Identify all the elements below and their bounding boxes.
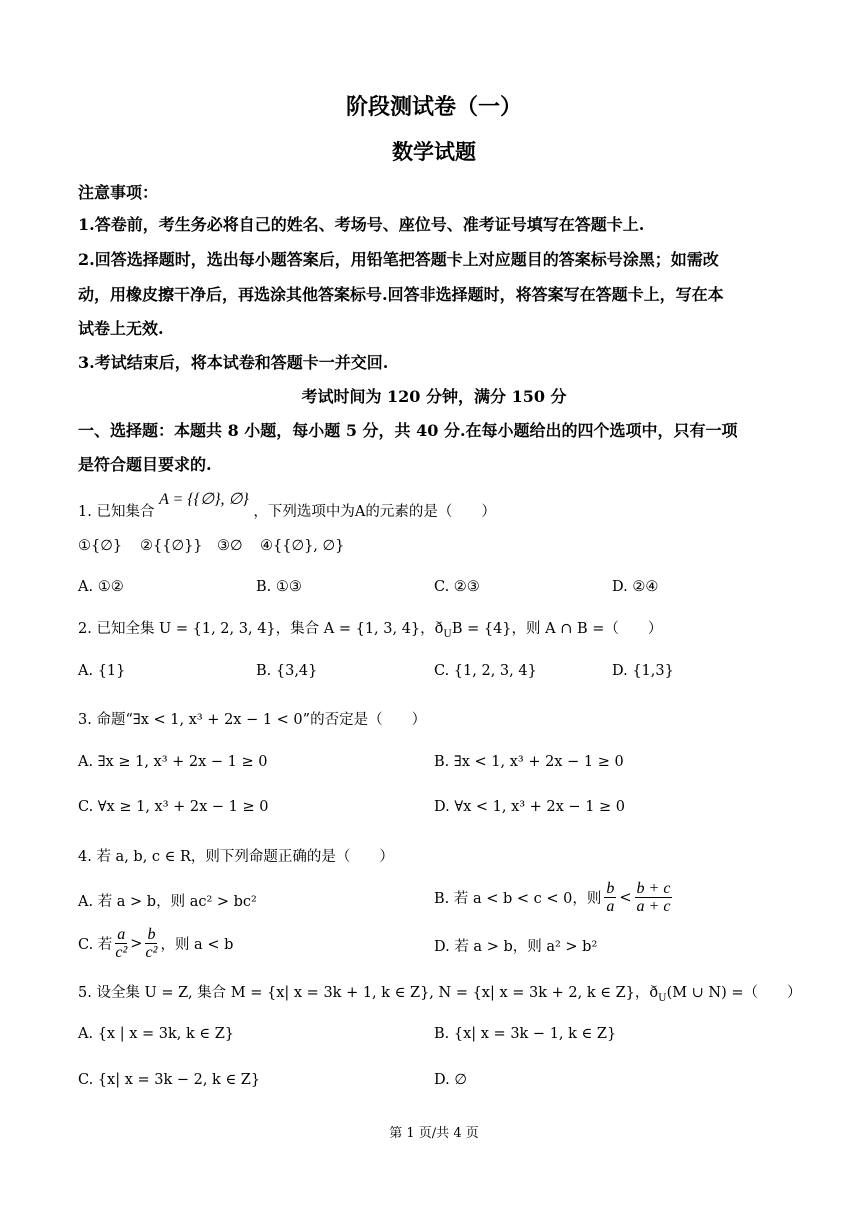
question-4-option-b-prefix: B. 若 a < b < c < 0，则 — [434, 891, 602, 907]
question-3-option-b: B. ∃x < 1, x³ + 2x − 1 ≥ 0 — [434, 754, 624, 770]
question-1-item-2: ②{{∅}} — [140, 538, 203, 554]
question-1-prefix: 1. 已知集合 — [78, 504, 155, 520]
notice-item-2-line-3: 试卷上无效. — [78, 319, 164, 338]
question-1 — [78, 491, 496, 521]
question-2-text-2: B = {4}，则 A ∩ B =（ ） — [451, 621, 663, 637]
question-1-set: A = {{∅}, ∅} — [159, 491, 249, 508]
question-1-option-c: C. ②③ — [434, 579, 480, 595]
question-5-option-b: B. {x| x = 3k − 1, k ∈ Z} — [434, 1026, 617, 1042]
question-4-option-c-prefix: C. 若 — [78, 937, 113, 953]
notice-item-1: 1.答卷前，考生务必将自己的姓名、考场号、座位号、准考证号填写在答题卡上. — [78, 215, 645, 234]
page-subtitle: 数学试题 — [392, 139, 476, 164]
question-4-option-b — [434, 880, 675, 915]
question-4: 4. 若 a, b, c ∈ R，则下列命题正确的是（ ） — [78, 849, 394, 865]
question-4-option-c-suffix: ，则 a < b — [160, 937, 234, 953]
question-4-option-a: A. 若 a > b，则 ac² > bc² — [78, 894, 257, 910]
fraction-numerator: b — [606, 880, 615, 897]
question-1-option-a: A. ①② — [78, 579, 124, 595]
question-1-option-b: B. ①③ — [256, 579, 302, 595]
section-1-line-1: 一、选择题：本题共 8 小题，每小题 5 分，共 40 分.在每小题给出的四个选项中，只有一项 — [78, 421, 738, 440]
question-5 — [78, 981, 802, 1004]
question-2-text: 2. 已知全集 U = {1, 2, 3, 4}，集合 A = {1, 3, 4}，ð — [78, 621, 444, 637]
question-5-text-2: (M ∪ N) =（ ） — [666, 985, 802, 1001]
question-5-option-a: A. {x | x = 3k, k ∈ Z} — [78, 1026, 235, 1042]
fraction-numerator: a — [117, 926, 126, 943]
question-2-option-d: D. {1,3} — [612, 663, 674, 679]
section-1-line-2: 是符合题目要求的. — [78, 455, 212, 474]
question-4-option-c-fraction-2 — [145, 926, 157, 961]
question-2-option-c: C. {1, 2, 3, 4} — [434, 663, 537, 679]
notice-item-2-line-2: 动，用橡皮擦干净后，再选涂其他答案标号.回答非选择题时，将答案写在答题卡上，写在本 — [78, 285, 724, 304]
question-4-option-b-fraction-2 — [635, 880, 673, 915]
question-4-option-b-lt: < — [619, 889, 632, 906]
question-2-option-a: A. {1} — [78, 663, 126, 679]
fraction-denominator: c² — [145, 944, 158, 961]
question-5-text: 5. 设全集 U = Z, 集合 M = {x| x = 3k + 1, k ∈ Z}, N = {x| x = 3k + 2, k ∈ Z}，ð — [78, 985, 659, 1001]
question-1-item-1: ①{∅} — [78, 538, 123, 554]
question-5-sub: U — [658, 992, 667, 1004]
notice-item-3: 3.考试结束后，将本试卷和答题卡一并交回. — [78, 353, 389, 372]
question-3-option-a: A. ∃x ≥ 1, x³ + 2x − 1 ≥ 0 — [78, 754, 268, 770]
question-3-option-d: D. ∀x < 1, x³ + 2x − 1 ≥ 0 — [434, 799, 626, 815]
notice-item-2-line-1: 2.回答选择题时，选出每小题答案后，用铅笔把答题卡上对应题目的答案标号涂黑；如需改 — [78, 250, 719, 269]
question-2-option-b: B. {3,4} — [256, 663, 318, 679]
question-4-option-c-fraction-1 — [115, 926, 127, 961]
question-4-option-d: D. 若 a > b，则 a² > b² — [434, 939, 598, 955]
question-3-option-c: C. ∀x ≥ 1, x³ + 2x − 1 ≥ 0 — [78, 799, 269, 815]
question-1-item-3: ③∅ — [217, 538, 243, 554]
page-footer: 第 1 页/共 4 页 — [389, 1126, 479, 1141]
fraction-numerator: b + c — [636, 880, 671, 897]
question-4-option-c — [78, 926, 233, 961]
question-5-option-d: D. ∅ — [434, 1072, 467, 1088]
question-2-sub: U — [443, 628, 452, 640]
fraction-denominator: c² — [115, 944, 128, 961]
question-4-option-c-gt: > — [130, 935, 143, 952]
question-3: 3. 命题“∃x < 1, x³ + 2x − 1 < 0”的否定是（ ） — [78, 712, 427, 728]
question-1-item-4: ④{{∅}, ∅} — [260, 538, 345, 554]
fraction-denominator: a + c — [636, 898, 671, 915]
notice-heading: 注意事项： — [78, 183, 159, 202]
exam-info: 考试时间为 120 分钟，满分 150 分 — [301, 387, 567, 406]
question-5-option-c: C. {x| x = 3k − 2, k ∈ Z} — [78, 1072, 261, 1088]
fraction-numerator: b — [147, 926, 156, 943]
question-1-suffix: ，下列选项中为A的元素的是（ ） — [253, 504, 496, 520]
fraction-denominator: a — [606, 898, 615, 915]
question-2 — [78, 617, 662, 640]
page-title: 阶段测试卷（一） — [345, 94, 522, 120]
question-4-option-b-fraction-1 — [604, 880, 616, 915]
question-1-option-d: D. ②④ — [612, 579, 659, 595]
